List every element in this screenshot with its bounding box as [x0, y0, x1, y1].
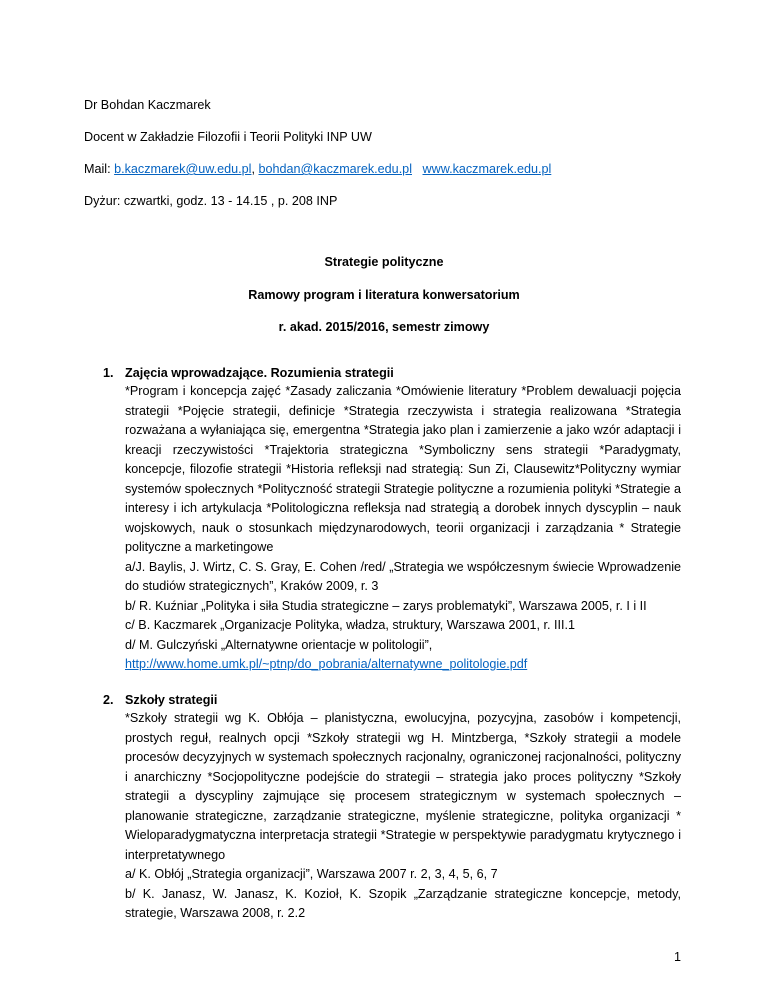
section-description: *Szkoły strategii wg K. Obłója – planistyczna, ewolucyjna, pozycyjna, zasobów i kompetencji, prostych reguł, realnych opcji *Szkoły strategii wg H. Mintzberga, *Szkoły strategii a modele procesów decyzyjnych w systemach społecznych racjonalny, ograniczonej racjonalności, polityczny i anarchiczny *Socjopolityczne podejście do strategii – strategia jako proces polityczny *Szkoły strategii a dyscypliny zajmujące się procesem strategicznym w systemach społecznych – planowanie strategiczne, zarządzanie strategiczne, myślenie strategiczne, polityka organizacji * Wieloparadygmatyczna interpretacja strategii *Strategie w perspektywie paradygmatu krytycznego i interpretatywnego	[125, 711, 681, 862]
website-link[interactable]: www.kaczmarek.edu.pl	[422, 162, 552, 176]
literature-pdf-link[interactable]: http://www.home.umk.pl/~ptnp/do_pobrania/alternatywne_politologie.pdf	[125, 657, 528, 671]
document-subtitle: Ramowy program i literatura konwersatorium	[248, 288, 520, 302]
email-separator: ,	[251, 162, 259, 176]
page-number: 1	[673, 950, 681, 964]
literature-list	[125, 558, 681, 675]
section-number: 1.	[103, 366, 114, 380]
contact-line	[84, 161, 551, 177]
literature-item: a/J. Baylis, J. Wirtz, C. S. Gray, E. Cohen /red/ „Strategia we współczesnym świecie Wprowadzenie do studiów strategicznych”, Kraków 2009, r. 3	[125, 559, 681, 593]
email-link-private[interactable]: bohdan@kaczmarek.edu.pl	[258, 162, 412, 176]
section-heading	[103, 365, 681, 381]
literature-item: b/ R. Kuźniar „Polityka i siła Studia strategiczne – zarys problematyki”, Warszawa 2005, r. I i II	[125, 598, 647, 613]
academic-term: r. akad. 2015/2016, semestr zimowy	[278, 320, 490, 334]
section-1	[103, 365, 681, 675]
author-position: Docent w Zakładzie Filozofii i Teorii Polityki INP UW	[84, 130, 372, 144]
section-heading	[103, 692, 681, 708]
literature-item: c/ B. Kaczmarek „Organizacje Polityka, władza, struktury, Warszawa 2001, r. III.1	[125, 618, 576, 632]
section-2	[103, 692, 681, 924]
literature-item: b/ K. Janasz, W. Janasz, K. Kozioł, K. Szopik „Zarządzanie strategiczne koncepcje, metody, strategie, Warszawa 2008, r. 2.2	[125, 886, 681, 920]
section-title: Zajęcia wprowadzające. Rozumienia strategii	[125, 366, 394, 380]
literature-item: a/ K. Obłój „Strategia organizacji”, Warszawa 2007 r. 2, 3, 4, 5, 6, 7	[125, 867, 498, 881]
section-number: 2.	[103, 693, 114, 707]
section-title: Szkoły strategii	[125, 693, 218, 707]
literature-list	[125, 865, 681, 924]
author-name: Dr Bohdan Kaczmarek	[84, 98, 211, 112]
email-link-uw[interactable]: b.kaczmarek@uw.edu.pl	[114, 162, 252, 176]
section-description: *Program i koncepcja zajęć *Zasady zaliczania *Omówienie literatury *Problem dewaluacji pojęcia strategii *Pojęcie strategii, definicje *Strategia rzeczywista i strategia realizowana *Strategia rozważana a wyłaniająca się, emergentna *Strategia jako plan i zamierzenie a jako wzór adaptacji i kreacji rzeczywistości *Trajektoria strategiczna *Symboliczny sens strategii *Paradygmaty, koncepcje, filozofie strategii *Historia refleksji nad strategią: Sun Zi, Clausewitz*Polityczny wymiar systemów społecznych *Polityczność strategii Strategie polityczne a rozumienia polityki *Strategie a interesy i ich artykulacja *Politologiczna refleksja nad strategią a dorobek innych dyscyplin – nauk wojskowych, nauk o stosunkach międzynarodowych, teorii organizacji i zarządzania * Strategie polityczne a marketingowe	[125, 384, 681, 554]
document-title: Strategie polityczne	[324, 255, 444, 269]
mail-label: Mail:	[84, 162, 115, 176]
duty-hours: Dyżur: czwartki, godz. 13 - 14.15 , p. 208 INP	[84, 194, 338, 208]
literature-item: d/ M. Gulczyński „Alternatywne orientacje w politologii”,	[125, 637, 433, 652]
